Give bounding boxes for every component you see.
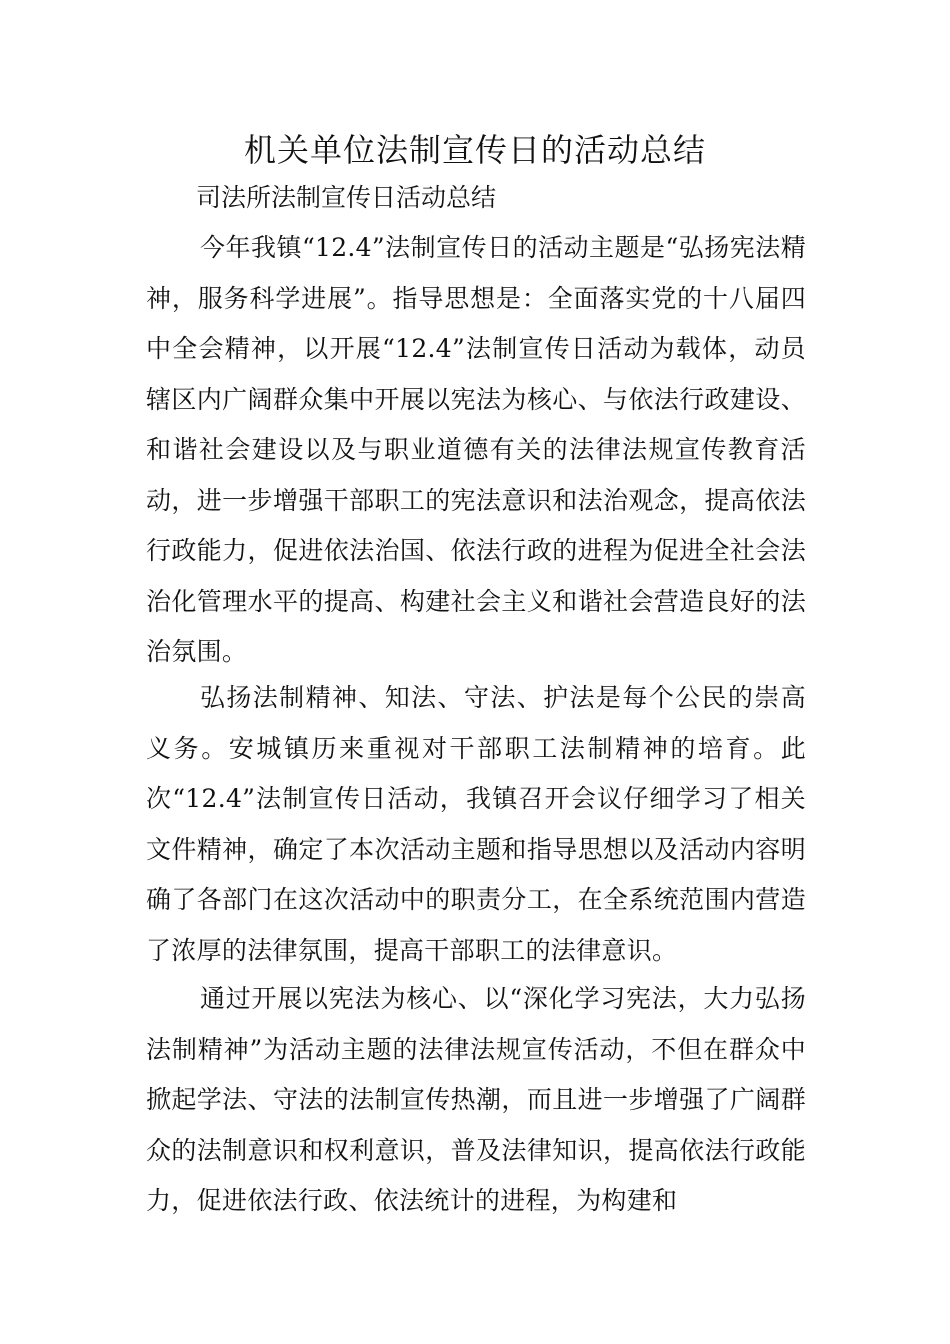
document-title: 机关单位法制宣传日的活动总结 — [243, 131, 706, 169]
paragraph-3: 通过开展以宪法为核心、以“深化学习宪法，大力弘扬法制精神”为活动主题的法律法规宣传活动，不但在群众中掀起学法、守法的法制宣传热潮，而且进一步增强了广阔群众的法制意识和权利意识，普及法律知识，提高依法行政能力，促进依法行政、依法统计的进程，为构建和 — [146, 984, 806, 1215]
paragraph-1: 今年我镇“12.4”法制宣传日的活动主题是“弘扬宪法精神，服务科学进展”。指导思想是：全面落实党的十八届四中全会精神，以开展“12.4”法制宣传日活动为载体，动员辖区内广阔群众集中开展以宪法为核心、与依法行政建设、和谐社会建设以及与职业道德有关的法律法规宣传教育活动，进一步增强干部职工的宪法意识和法治观念，提高依法行政能力，促进依法治国、依法行政的进程为促进全社会法治化管理水平的提高、构建社会主义和谐社会营造良好的法治氛围。 — [146, 233, 806, 666]
document-subtitle: 司法所法制宣传日活动总结 — [196, 183, 497, 212]
paragraph-2: 弘扬法制精神、知法、守法、护法是每个公民的崇高义务。安城镇历来重视对干部职工法制精神的培育。此次“12.4”法制宣传日活动，我镇召开会议仔细学习了相关文件精神，确定了本次活动主题和指导思想以及活动内容明确了各部门在这次活动中的职责分工，在全系统范围内营造了浓厚的法律氛围，提高干部职工的法律意识。 — [146, 683, 806, 965]
